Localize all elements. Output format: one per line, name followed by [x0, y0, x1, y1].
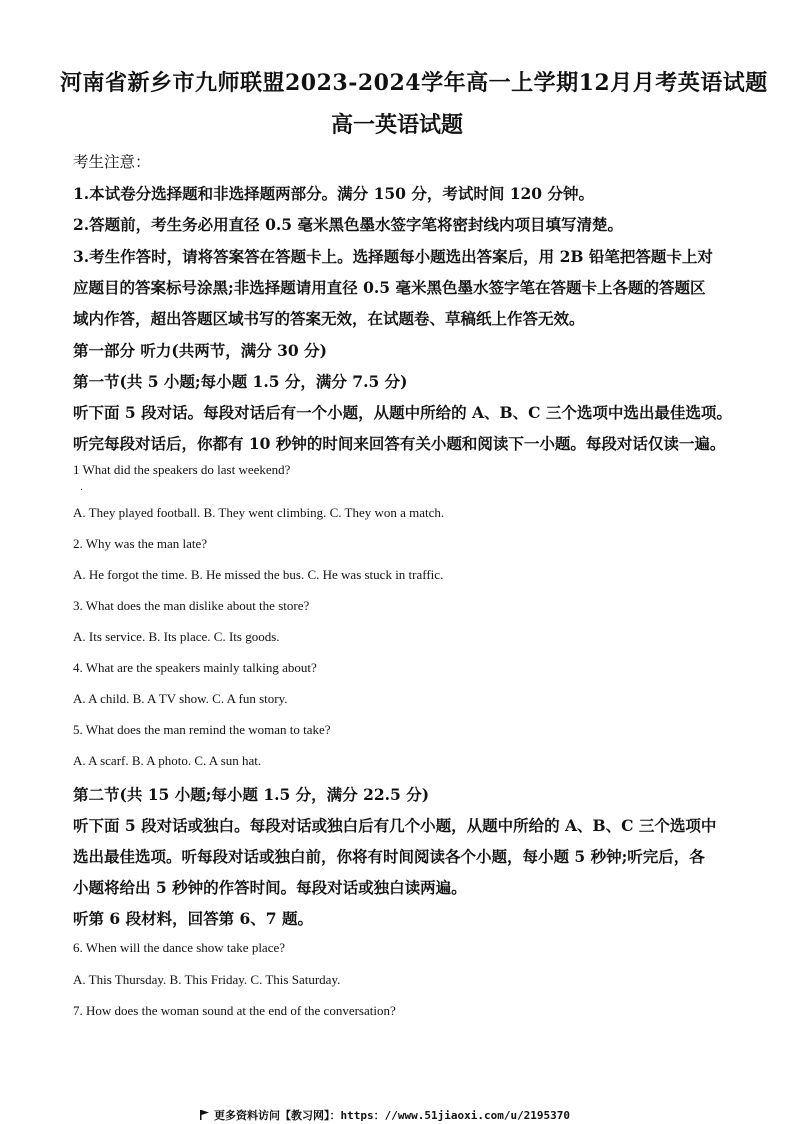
- footer-link[interactable]: [200, 1107, 570, 1123]
- question-1-dot: ．: [80, 482, 90, 493]
- question-3: 3. What does the man dislike about the store?: [73, 598, 310, 613]
- notice-item-2: 2.答题前，考生务必用直径 0.5 毫米黑色墨水签字笔将密封线内项目填写清楚。: [73, 215, 623, 234]
- section1-instructions-line-2: 听完每段对话后，你都有 10 秒钟的时间来回答有关小题和阅读下一小题。每段对话仅读一遍。: [73, 434, 726, 453]
- question-4: 4. What are the speakers mainly talking about?: [73, 660, 317, 675]
- section1-instructions-line-1: 听下面 5 段对话。每段对话后有一个小题，从题中所给的 A、B、C 三个选项中选出最佳选项。: [73, 403, 732, 422]
- page-title: 河南省新乡市九师联盟2023-2024学年高一上学期12月月考英语试题: [60, 70, 768, 96]
- question-7: 7. How does the woman sound at the end of the conversation?: [73, 1003, 396, 1018]
- section2-instructions-line-2: 选出最佳选项。听每段对话或独白前，你将有时间阅读各个小题，每小题 5 秒钟;听完后，各: [73, 847, 705, 866]
- section2-instructions-line-3: 小题将给出 5 秒钟的作答时间。每段对话或独白读两遍。: [73, 878, 467, 897]
- notice-heading: 考生注意：: [73, 153, 151, 171]
- question-2-options: A. He forgot the time. B. He missed the bus. C. He was stuck in traffic.: [73, 567, 444, 582]
- page-subtitle: 高一英语试题: [330, 112, 463, 138]
- question-5: 5. What does the man remind the woman to take?: [73, 722, 331, 737]
- question-5-options: A. A scarf. B. A photo. C. A sun hat.: [73, 753, 262, 768]
- footer-text: 更多资料访问【教习网】：https：//www.51jiaoxi.com/u/2195370: [214, 1109, 571, 1122]
- notice-item-1: 1.本试卷分选择题和非选择题两部分。满分 150 分，考试时间 120 分钟。: [73, 184, 594, 203]
- question-1-options: A. They played football. B. They went climbing. C. They won a match.: [73, 505, 445, 520]
- part1-heading: 第一部分 听力(共两节，满分 30 分): [73, 341, 327, 360]
- section1-heading: 第一节(共 5 小题;每小题 1.5 分，满分 7.5 分): [73, 372, 408, 391]
- notice-item-3-line-1: 3.考生作答时，请将答案答在答题卡上。选择题每小题选出答案后，用 2B 铅笔把答题卡上对: [73, 247, 713, 266]
- question-1: 1 What did the speakers do last weekend?: [73, 462, 291, 477]
- section2-heading: 第二节(共 15 小题;每小题 1.5 分，满分 22.5 分): [73, 785, 430, 804]
- question-6-options: A. This Thursday. B. This Friday. C. This Saturday.: [73, 972, 341, 987]
- question-6: 6. When will the dance show take place?: [73, 940, 286, 955]
- question-4-options: A. A child. B. A TV show. C. A fun story.: [73, 691, 288, 706]
- material-6-heading: 听第 6 段材料，回答第 6、7 题。: [73, 909, 313, 928]
- question-2: 2. Why was the man late?: [73, 536, 208, 551]
- section2-instructions-line-1: 听下面 5 段对话或独白。每段对话或独白后有几个小题，从题中所给的 A、B、C 三个选项中: [73, 816, 717, 835]
- flag-icon: [200, 1110, 209, 1123]
- notice-item-3-line-2: 应题目的答案标号涂黑;非选择题请用直径 0.5 毫米黑色墨水签字笔在答题卡上各题的答题区: [73, 278, 706, 297]
- question-3-options: A. Its service. B. Its place. C. Its goods.: [73, 629, 280, 644]
- notice-item-3-line-3: 域内作答，超出答题区域书写的答案无效，在试题卷、草稿纸上作答无效。: [73, 309, 585, 328]
